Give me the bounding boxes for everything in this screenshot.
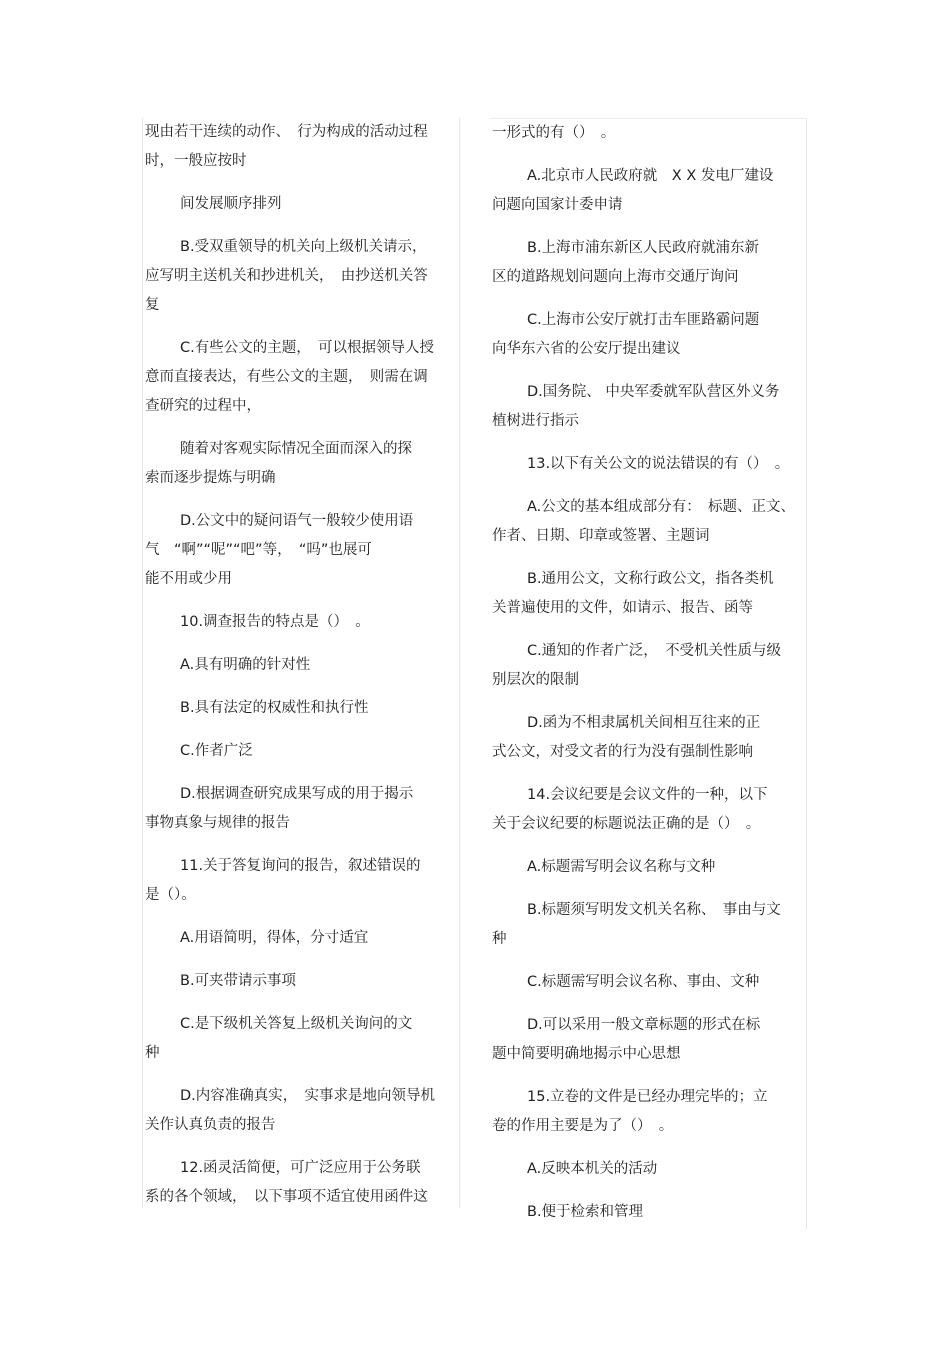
text-line: 向华东六省的公安厅提出建议 [492, 341, 681, 357]
paragraph [490, 1011, 806, 1069]
text-line: D.国务院、 中央军委就军队营区外义务 [527, 384, 780, 400]
paragraph [490, 493, 806, 551]
paragraph [490, 1198, 806, 1227]
text-line: A.具有明确的针对性 [180, 657, 311, 673]
text-line: 事物真象与规律的报告 [145, 815, 290, 831]
text-line: 复 [145, 297, 160, 313]
text-line: 时，一般应按时 [145, 153, 247, 169]
paragraph [143, 780, 459, 838]
text-line: 15.立卷的文件是已经办理完毕的；立 [527, 1089, 768, 1105]
text-line: 关普遍使用的文件，如请示、报告、函等 [492, 600, 753, 616]
paragraph [490, 1083, 806, 1141]
text-line: B.受双重领导的机关向上级机关请示， [180, 239, 427, 255]
paragraph [143, 118, 459, 176]
text-line: 关作认真负责的报告 [145, 1117, 276, 1133]
paragraph [490, 896, 806, 954]
paragraph [490, 968, 806, 997]
text-line: 是（）。 [145, 887, 196, 903]
text-line: C.作者广泛 [180, 743, 253, 759]
text-line: 13.以下有关公文的说法错误的有（） 。 [527, 456, 790, 472]
text-line: 卷的作用主要是为了（） 。 [492, 1118, 674, 1134]
paragraph [490, 637, 806, 695]
text-line: 种 [492, 931, 507, 947]
paragraph [143, 1082, 459, 1140]
text-line: D.根据调查研究成果写成的用于揭示 [180, 786, 414, 802]
paragraph [143, 737, 459, 766]
text-line: 区的道路规划问题向上海市交通厅询问 [492, 269, 739, 285]
paragraph [490, 781, 806, 839]
text-line: C.上海市公安厅就打击车匪路霸问题 [527, 312, 760, 328]
paragraph [143, 435, 459, 493]
paragraph [490, 709, 806, 767]
left-column [142, 118, 460, 1208]
text-line: 能不用或少用 [145, 571, 232, 587]
text-line: 现由若干连续的动作、 行为构成的活动过程 [145, 124, 428, 140]
text-line: 问题向国家计委申请 [492, 197, 623, 213]
paragraph [143, 651, 459, 680]
text-line: B.标题须写明发文机关名称、 事由与文 [527, 902, 781, 918]
text-line: 索而逐步提炼与明确 [145, 470, 276, 486]
text-line: B.便于检索和管理 [527, 1204, 644, 1220]
right-column [490, 118, 807, 1229]
text-line: 随着对客观实际情况全面而深入的探 [180, 441, 412, 457]
text-line: 作者、日期、印章或签署、主题词 [492, 528, 710, 544]
text-line: B.上海市浦东新区人民政府就浦东新 [527, 240, 760, 256]
paragraph [143, 1010, 459, 1068]
text-line: 一形式的有（） 。 [492, 125, 616, 141]
paragraph [143, 334, 459, 421]
text-line: 12.函灵活简便，可广泛应用于公务联 [180, 1160, 421, 1176]
text-line: B.通用公文，文称行政公文，指各类机 [527, 571, 774, 587]
text-line: C.标题需写明会议名称、事由、文种 [527, 974, 760, 990]
paragraph [143, 694, 459, 723]
paragraph [490, 119, 806, 148]
text-line: 式公文，对受文者的行为没有强制性影响 [492, 744, 753, 760]
text-line: 别层次的限制 [492, 672, 579, 688]
text-line: 应写明主送机关和抄进机关， 由抄送机关答 [145, 268, 428, 284]
text-line: 气 “啊”“呢”“吧”等， “吗”也展可 [145, 542, 372, 558]
text-line: 间发展顺序排列 [180, 196, 282, 212]
text-line: 14.会议纪要是会议文件的一种，以下 [527, 787, 768, 803]
text-line: A.公文的基本组成部分有： 标题、正文、 [527, 499, 796, 515]
text-line: 题中简要明确地揭示中心思想 [492, 1046, 681, 1062]
paragraph [143, 608, 459, 637]
paragraph [490, 450, 806, 479]
text-line: B.可夹带请示事项 [180, 973, 297, 989]
text-line: C.是下级机关答复上级机关询问的文 [180, 1016, 413, 1032]
paragraph [143, 190, 459, 219]
text-line: D.内容准确真实， 实事求是地向领导机 [180, 1088, 436, 1104]
paragraph [490, 1155, 806, 1184]
text-line: C.有些公文的主题， 可以根据领导人授 [180, 340, 434, 356]
text-line: C.通知的作者广泛， 不受机关性质与级 [527, 643, 781, 659]
paragraph [143, 507, 459, 594]
text-line: 查研究的过程中， [145, 398, 261, 414]
text-line: B.具有法定的权威性和执行性 [180, 700, 369, 716]
text-line: A.北京市人民政府就 X X 发电厂建设 [527, 168, 774, 184]
paragraph [490, 306, 806, 364]
text-line: A.反映本机关的活动 [527, 1161, 658, 1177]
paragraph [143, 1154, 459, 1212]
paragraph [490, 853, 806, 882]
paragraph [490, 378, 806, 436]
text-line: 11.关于答复询问的报告，叙述错误的 [180, 858, 421, 874]
text-line: D.公文中的疑问语气一般较少使用语 [180, 513, 414, 529]
paragraph [490, 234, 806, 292]
paragraph [143, 967, 459, 996]
paragraph [143, 924, 459, 953]
text-line: 10.调查报告的特点是（） 。 [180, 614, 370, 630]
text-line: 植树进行指示 [492, 413, 579, 429]
text-line: A.用语简明，得体，分寸适宜 [180, 930, 369, 946]
text-line: 意而直接表达，有些公文的主题， 则需在调 [145, 369, 428, 385]
paragraph [143, 233, 459, 320]
paragraph [143, 852, 459, 910]
text-line: 关于会议纪要的标题说法正确的是（） 。 [492, 816, 761, 832]
paragraph [490, 565, 806, 623]
paragraph [490, 162, 806, 220]
text-line: D.可以采用一般文章标题的形式在标 [527, 1017, 761, 1033]
text-line: A.标题需写明会议名称与文种 [527, 859, 716, 875]
text-line: 系的各个领域， 以下事项不适宜使用函件这 [145, 1189, 428, 1205]
text-line: D.函为不相隶属机关间相互往来的正 [527, 715, 761, 731]
text-line: 种 [145, 1045, 160, 1061]
